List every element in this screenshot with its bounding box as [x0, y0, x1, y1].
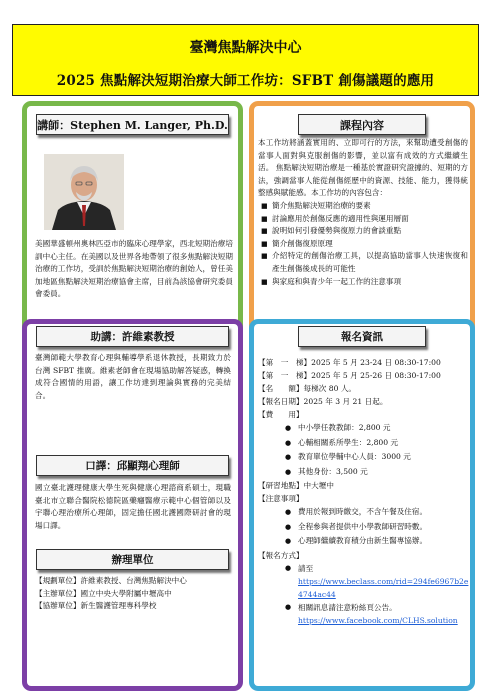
fee-list — [258, 421, 470, 479]
units-list — [35, 575, 235, 613]
notes-label: 【注意事項】 — [258, 494, 304, 503]
lecturer-title: 講師：Stephen M. Langer, Ph.D. — [36, 114, 229, 135]
units-title: 辦理單位 — [36, 549, 229, 570]
registration-content — [258, 356, 470, 627]
interpreter-bio: 國立臺北護理健康大學生死與健康心理諮商系碩士，現職臺北市立聯合醫院松德院區藥癮醫療示範中心個管師以及宇聯心理治療所心理師，固定擔任國北護國際研討會的現場口譯。 — [35, 483, 231, 530]
facebook-link[interactable]: https://www.facebook.com/CLHS.solution — [298, 615, 458, 625]
course-item: ■ 介紹特定的創傷治療工具，以提高協助當事人快速恢復和產生創傷後成長的可能性 — [258, 250, 468, 275]
registration-link[interactable]: https://www.beclass.com/rid=294fe6967b2e4744ac44 — [298, 576, 469, 599]
workshop-title: 2025 焦點解決短期治療大師工作坊：SFBT 創傷議題的應用 — [56, 73, 435, 89]
method-item — [258, 562, 470, 601]
fee-item: ● 中小學任教教師：2,800 元 — [258, 421, 470, 436]
fee-item: ● 心輔相關系所學生：2,800 元 — [258, 436, 470, 451]
notes-list — [258, 505, 470, 549]
lecturer-bio: 美國華盛頓州奧林匹亞市的臨床心理學家，西北短期治療培訓中心主任。在美國以及世界各地帶領了很多焦點解決短期治療的工作坊，受訓於焦點解決短期治療的創始人，曾任美加地區焦點解決短期治療協會主席，目前為該協會研究委員會委員。 — [35, 239, 233, 299]
unit-line: 【協辦單位】新生醫護管理專科學校 — [35, 601, 157, 611]
unit-line: 【主辦單位】國立中央大學附屬中壢高中 — [35, 588, 172, 598]
fee-item: ● 教育單位學輔中心人員：3000 元 — [258, 450, 470, 465]
course-item: ■ 與家庭和與青少年一起工作的注意事項 — [258, 276, 468, 289]
fee-label: 【費 用】 — [258, 410, 304, 419]
method-please: 請至 — [298, 563, 314, 573]
contact-text: 相關訊息請注意粉絲頁公告。 — [298, 602, 397, 612]
course-item: ■ 簡介焦點解決短期治療的要素 — [258, 200, 468, 213]
quota-row: 【名 額】每梯次 80 人。 — [258, 384, 357, 393]
tier1-row: 【第 一 梯】2025 年 5 月 23-24 日 08:30-17:00 — [258, 358, 441, 367]
course-items — [258, 200, 468, 288]
course-title: 課程內容 — [298, 114, 426, 135]
registration-title: 報名資訊 — [298, 326, 426, 347]
contact-item — [258, 601, 470, 627]
course-item: ■ 說明如何引發優勢與復原力的會談重點 — [258, 225, 468, 238]
lecturer-photo — [44, 154, 124, 230]
org-name: 臺灣焦點解決中心 — [189, 40, 302, 56]
note-item: ● 全程參與者提供中小學教師研習時數。 — [258, 520, 470, 535]
unit-line: 【規劃單位】許維素教授、台灣焦點解決中心 — [35, 576, 187, 585]
interpreter-title: 口譯：邱顯翔心理師 — [36, 455, 229, 476]
course-item: ■ 討論應用於創傷反應的適用性與運用層面 — [258, 213, 468, 226]
lecturer-portrait-image — [44, 154, 124, 230]
assistant-bio: 臺灣師範大學教育心理與輔導學系退休教授，長期致力於台灣 SFBT 推廣。維素老師會在現場協助解答疑惑，轉換成符合國情的用語，讓工作坊達到理論與實務的完美結合。 — [35, 353, 231, 400]
course-intro: 本工作坊將涵蓋實用的、立即可行的方法，來幫助遭受創傷的當事人面對與克服創傷的影響，並以富有成效的方式繼續生活。 焦點解決短期治療是一種基於實證研究證據的、短期的方法，強調當事人能從創傷經歷中的資源、技能、能力，獲得統整感與賦能感。本工作坊的內容包含： — [258, 138, 468, 198]
fee-item: ● 其他身份：3,500 元 — [258, 465, 470, 480]
header-banner — [12, 24, 479, 96]
assistant-title: 助講：許維素教授 — [36, 326, 229, 347]
course-item: ■ 簡介創傷復原原理 — [258, 238, 468, 251]
venue-row: 【研習地點】中大壢中 — [258, 481, 334, 490]
note-item: ● 心理師繼續教育積分由新生醫專協辦。 — [258, 534, 470, 549]
method-list — [258, 562, 470, 627]
date-row: 【報名日期】2025 年 3 月 21 日起。 — [258, 397, 388, 406]
note-item: ● 費用於報到時繳交，不含午餐及住宿。 — [258, 505, 470, 520]
course-content — [258, 137, 468, 288]
method-label: 【報名方式】 — [258, 550, 304, 560]
tier2-row: 【第 一 梯】2025 年 5 月 25-26 日 08:30-17:00 — [258, 371, 441, 380]
